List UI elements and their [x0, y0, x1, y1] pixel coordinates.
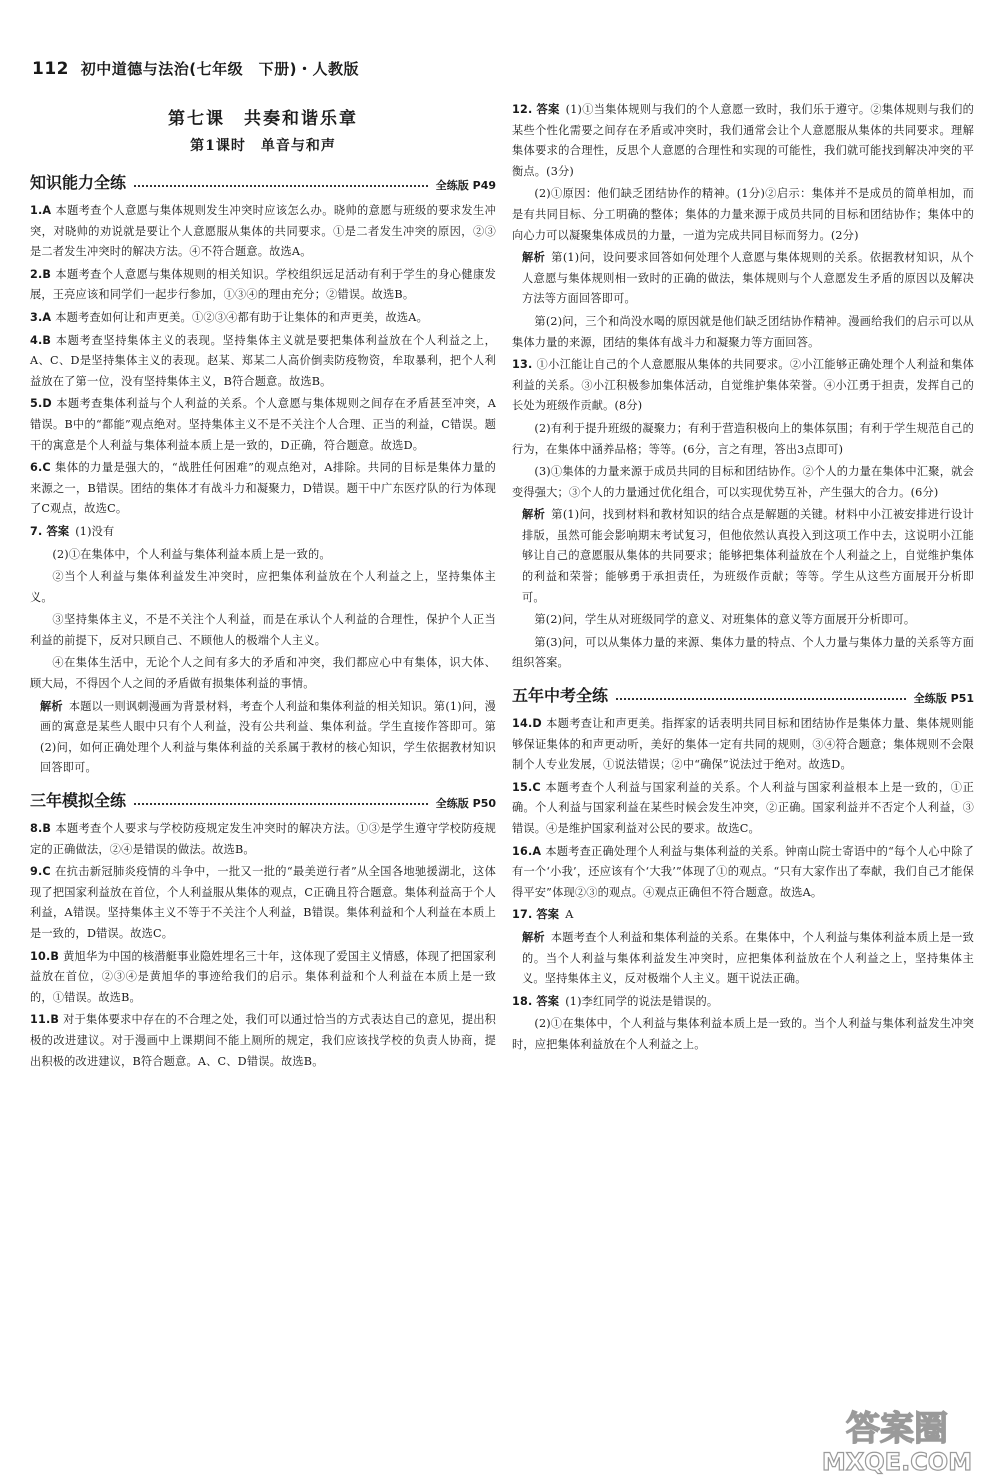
- item-text: 本题考查个人意愿与集体规则的相关知识。学校组织远足活动有利于学生的身心健康发展，王亮应该和同学们一起步行参加，①③④的理由充分；②错误。故选B。: [30, 267, 496, 302]
- book-title: 初中道德与法治(七年级 下册)・人教版: [80, 60, 359, 78]
- answer-item: [30, 308, 496, 329]
- item-number: 1.A: [30, 204, 52, 217]
- analysis-continued: 第(3)问，可以从集体力量的来源、集体力量的特点、个人力量与集体力量的关系等方面组织答案。: [512, 635, 974, 670]
- item-text: 本题考查如何让和声更美。①②③④都有助于让集体的和声更美，故选A。: [55, 310, 428, 324]
- section-ref: 全练版 P50: [435, 797, 496, 811]
- sub-answer: ④在集体生活中，无论个人之间有多大的矛盾和冲突，我们都应心中有集体，识大体、顾大局，不得因个人之间的矛盾做有损集体利益的事情。: [30, 656, 496, 691]
- answer-tag: 答案: [536, 103, 560, 116]
- sub-answer: (2)①原因：他们缺乏团结协作的精神。(1分)②启示：集体并不是成员的简单相加，而是有共同目标、分工明确的整体；集体的力量来源于成员共同的目标和团结协作；集体中的向心力可以凝聚集体成员的力量，一道为完成共同目标而努力。(2分): [512, 187, 974, 242]
- item-number: 6.C: [30, 461, 51, 475]
- item-number: 2.B: [30, 267, 52, 281]
- analysis: [512, 248, 974, 310]
- section-header-three-year: [30, 785, 496, 811]
- item-number: 12.: [512, 103, 533, 116]
- item-number: 17.: [512, 908, 533, 922]
- analysis-tag: 解析: [40, 699, 63, 713]
- item-text: 集体的力量是强大的，“战胜任何困难”的观点绝对，A排除。共同的目标是集体力量的来源之一，B错误。团结的集体才有战斗力和凝聚力，D错误。题干中广东医疗队的行为体现了C观点，故选C。: [30, 461, 496, 516]
- analysis-text: 本题考查个人利益和集体利益的关系。在集体中，个人利益与集体利益本质上是一致的。当个人利益与集体利益发生冲突时，应把集体利益放在个人利益之上，坚持集体主义。坚持集体主义，反对极端个人主义。题干说法正确。: [522, 930, 974, 986]
- analysis-tag: 解析: [522, 251, 546, 265]
- answer-item: [30, 1010, 496, 1072]
- item-number: 15.C: [512, 780, 541, 794]
- item-text: 本题考查个人要求与学校防疫规定发生冲突时的解决方法。①③是学生遵守学校防疫规定的正确做法，②④是错误的做法。故选B。: [30, 822, 496, 856]
- left-column: [30, 100, 496, 1074]
- dotted-leader: [134, 803, 428, 805]
- answer-item: [30, 201, 496, 263]
- item-number: 5.D: [30, 397, 52, 411]
- answer-item: [30, 331, 496, 393]
- item-number: 11.B: [30, 1013, 60, 1027]
- answer-item-18: [512, 992, 974, 1013]
- item-number: 7.: [30, 524, 43, 538]
- analysis-text: 第(1)问，找到材料和教材知识的结合点是解题的关键。材料中小江被安排进行设计排版，虽然可能会影响期末考试复习，但他依然认真投入到这项工作中去，这说明小江能够让自己的意愿服从集体的共同要求；能够把集体利益放在个人利益之上，自觉维护集体的利益和荣誉；能够勇于承担责任，为班级作贡献；等等。学生从这些方面展开分析即可。: [522, 508, 974, 604]
- item-number: 10.B: [30, 949, 60, 963]
- sub-answer: (2)①在集体中，个人利益与集体利益本质上是一致的。: [52, 547, 331, 561]
- running-head: [32, 58, 359, 79]
- item-text: 本题考查让和声更美。指挥家的话表明共同目标和团结协作是集体力量、集体规则能够保证集体的和声更动听，美好的集体一定有共同的规则，③④符合题意；集体规则不会限制个人专业发展，①说法错误；②中“确保”说法过于绝对。故选D。: [512, 717, 974, 772]
- item-text: 黄旭华为中国的核潜艇事业隐姓埋名三十年，这体现了爱国主义情感，体现了把国家利益放在首位，②③④是黄旭华的事迹给我们的启示。集体利益和个人利益在本质上是一致的，①错误。故选B。: [30, 949, 496, 1004]
- sub-answer: ②当个人利益与集体利益发生冲突时，应把集体利益放在个人利益之上，坚持集体主义。: [30, 570, 496, 604]
- sub-answer: ③坚持集体主义，不是不关注个人利益，而是在承认个人利益的合理性，保护个人正当利益的前提下，反对只顾自己、不顾他人的极端个人主义。: [30, 613, 496, 647]
- answer-tag: 答案: [536, 908, 560, 922]
- answer-item-7: [30, 522, 496, 543]
- answer-item: [512, 778, 974, 840]
- item-text: (1)没有: [75, 524, 115, 538]
- analysis-text: 第(1)问，设问要求回答如何处理个人意愿与集体规则的关系。依据教材知识，从个人意愿与集体规则相一致时的正确的做法，集体规则与个人意愿发生矛盾的原因以及解决方法等方面回答即可。: [522, 251, 974, 306]
- answer-item: [512, 714, 974, 776]
- answer-item: [30, 265, 496, 306]
- item-text: 在抗击新冠肺炎疫情的斗争中，一批又一批的“最美逆行者”从全国各地驰援湖北，这体现了把国家利益放在首位，个人利益服从集体的观点，C正确且符合题意。集体利益高于个人利益，A错误。坚持集体主义不等于不关注个人利益，B错误。集体利益和个人利益在本质上是一致的，D错误。故选C。: [30, 865, 496, 940]
- item-number: 16.A: [512, 844, 542, 858]
- answer-item: [30, 458, 496, 520]
- sub-answer: (2)有利于提升班级的凝聚力；有利于营造积极向上的集体氛围；有利于学生规范自己的行为，在集体中涵养品格；等等。(6分，言之有理，答出3点即可): [512, 421, 974, 456]
- section-header-five-year: [512, 680, 974, 706]
- item-text: 对于集体要求中存在的不合理之处，我们可以通过恰当的方式表达自己的意见，提出积极的改进建议。对于漫画中上课期间不能上厕所的规定，我们应该找学校的负责人协商，提出积极的改进建议，B符合题意。A、C、D错误。故选B。: [30, 1013, 496, 1068]
- item-text: 本题考查集体利益与个人利益的关系。个人意愿与集体规则之间存在矛盾甚至冲突，A错误。B中的“都能”观点绝对。坚持集体主义不是不关注个人合理、正当的利益，C错误。题干的寓意是个人利益与集体利益本质上是一致的，D正确，符合题意。故选D。: [30, 397, 496, 452]
- watermark-logo: [802, 1400, 992, 1478]
- analysis: [512, 505, 974, 608]
- answer-item-13: [512, 355, 974, 417]
- answer-tag: 答案: [536, 994, 560, 1008]
- section-header-knowledge: [30, 167, 496, 193]
- section-ref: 全练版 P51: [913, 692, 974, 706]
- analysis-continued: 第(2)问，三个和尚没水喝的原因就是他们缺乏团结协作精神。漫画给我们的启示可以从集体力量的来源，团结的集体有战斗力和凝聚力等方面回答。: [512, 314, 974, 349]
- lesson-subtitle: 第1课时 单音与和声: [190, 138, 336, 154]
- answer-item-12: [512, 100, 974, 182]
- item-text: A: [565, 908, 574, 922]
- item-text: 本题考查正确处理个人利益与集体利益的关系。钟南山院士寄语中的“每个人心中除了有一个‘小我’，还应该有个‘大我’”体现了①的观点。“只有大家作出了奉献，我们自己才能保得平安”体现②③的观点。④观点正确但不符合题意。故选A。: [512, 844, 974, 899]
- analysis-text: 本题以一则讽刺漫画为背景材料，考查个人利益和集体利益的相关知识。第(1)问，漫画的寓意是某些人眼中只有个人利益，没有公共利益、集体利益。学生直接作答即可。第(2)问，如何正确处理个人利益与集体利益的关系属于教材的核心知识，学生依据教材知识回答即可。: [40, 699, 496, 775]
- item-number: 13.: [512, 358, 533, 372]
- dotted-leader: [134, 185, 428, 187]
- answer-item-17: [512, 905, 974, 926]
- item-text: ①小江能让自己的个人意愿服从集体的共同要求。②小江能够正确处理个人利益和集体利益的关系。③小江积极参加集体活动，自觉维护集体荣誉。④小江勇于担责，发挥自己的长处为班级作贡献。(8分): [512, 358, 974, 413]
- sub-answer: (3)①集体的力量来源于成员共同的目标和团结协作。②个人的力量在集体中汇聚，就会变得强大；③个人的力量通过优化组合，可以实现优势互补，产生强大的合力。(6分): [512, 465, 974, 499]
- analysis-tag: 解析: [522, 508, 546, 522]
- page-number: 112: [32, 59, 69, 79]
- right-column: [512, 100, 974, 1058]
- item-text: (1)李红同学的说法是错误的。: [565, 994, 719, 1008]
- analysis: [512, 928, 974, 990]
- answer-item: [30, 862, 496, 944]
- item-number: 3.A: [30, 310, 52, 324]
- section-title: 三年模拟全练: [30, 791, 127, 811]
- item-number: 9.C: [30, 865, 51, 879]
- watermark-line1: 答案圈: [846, 1409, 948, 1449]
- dotted-leader: [616, 698, 906, 700]
- answer-item: [30, 819, 496, 860]
- section-ref: 全练版 P49: [435, 179, 496, 192]
- lesson-title: 第七课 共奏和谐乐章: [168, 109, 358, 129]
- analysis-tag: 解析: [522, 930, 545, 944]
- item-text: (1)①当集体规则与我们的个人意愿一致时，我们乐于遵守。②集体规则与我们的某些个性化需要之间存在矛盾或冲突时，我们通常会让个人意愿服从集体的共同要求。理解集体要求的合理性，反思个人意愿的合理性和实现的可能性，我们就可能找到解决冲突的平衡点。(3分): [512, 103, 975, 178]
- section-title: 知识能力全练: [30, 173, 127, 192]
- answer-item: [512, 842, 974, 904]
- item-number: 18.: [512, 994, 533, 1008]
- answer-item: [30, 394, 496, 456]
- answer-item: [30, 947, 496, 1009]
- analysis-continued: 第(2)问，学生从对班级同学的意义、对班集体的意义等方面展开分析即可。: [534, 613, 916, 627]
- analysis: [30, 697, 496, 779]
- sub-answer: (2)①在集体中，个人利益与集体利益本质上是一致的。当个人利益与集体利益发生冲突时，应把集体利益放在个人利益之上。: [512, 1017, 974, 1051]
- item-number: 14.D: [512, 717, 542, 731]
- section-title: 五年中考全练: [512, 686, 609, 706]
- watermark-line2: MXQE.COM: [821, 1448, 973, 1476]
- answer-tag: 答案: [46, 524, 70, 538]
- item-text: 本题考查坚持集体主义的表现。坚持集体主义就是要把集体利益放在个人利益之上，A、C、D是坚持集体主义的表现。赵某、郑某二人高价倒卖防疫物资，牟取暴利，把个人利益放在了第一位，没有坚持集体主义，B符合题意。故选B。: [30, 333, 496, 388]
- item-number: 4.B: [30, 333, 52, 347]
- item-text: 本题考查个人意愿与集体规则发生冲突时应该怎么办。晓帅的意愿与班级的要求发生冲突，对晓帅的劝说就是要让个人意愿服从集体的共同要求。①是二者发生冲突的原因，②③是二者发生冲突时的解决方法。④不符合题意。故选A。: [30, 204, 496, 259]
- item-text: 本题考查个人利益与国家利益的关系。个人利益与国家利益根本上是一致的，①正确。个人利益与国家利益在某些时候会发生冲突，②正确。国家利益并不否定个人利益，③错误。④是维护国家利益对公民的要求。故选C。: [512, 780, 974, 835]
- item-number: 8.B: [30, 822, 52, 836]
